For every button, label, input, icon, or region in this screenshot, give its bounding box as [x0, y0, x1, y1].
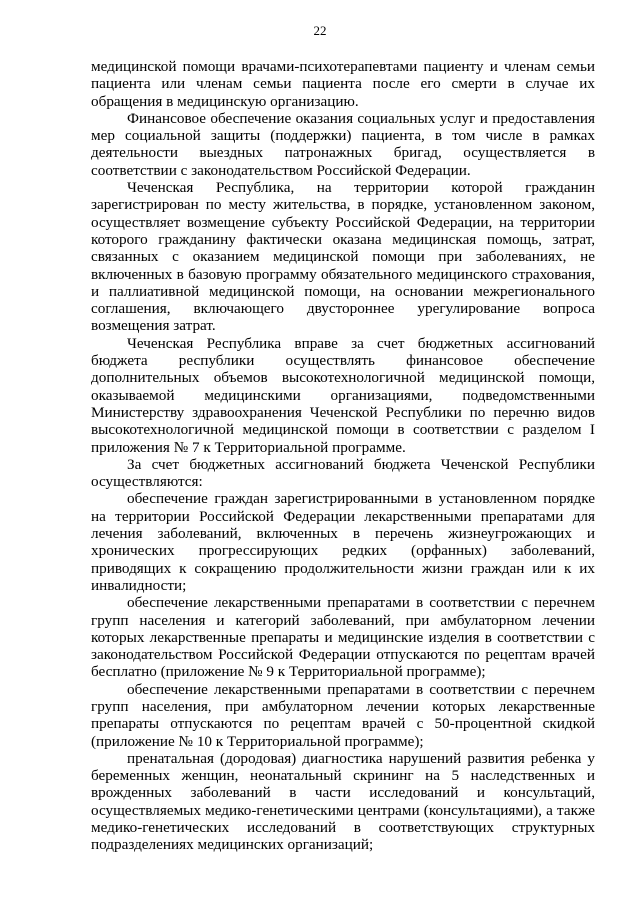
page-number: 22	[313, 23, 327, 38]
paragraph-high-tech-care: Чеченская Республика вправе за счет бюджетных ассигнований бюджета республики осуществлять финансовое обеспечение дополнительных объемов высокотехнологичной медицинской помощи, оказываемой медицинскими организациями, подведомственными Министерству здравоохранения Чеченской Республики по перечню видов высокотехнологичной медицинской помощи в соответствии с разделом I приложения № 7 к Территориальной программе.	[91, 334, 595, 456]
paragraph-continuation: медицинской помощи врачами-психотерапевтами пациенту и членам семьи пациента или членам семьи пациента после его смерти в случае их обращения в медицинскую организацию.	[91, 58, 595, 110]
paragraph-prenatal-diagnostics: пренатальная (дородовая) диагностика нарушений развития ребенка у беременных женщин, неонатальный скрининг на 5 наследственных и врожденных заболеваний в части исследований и консультаций, осуществляемых медико-генетическими центрами (консультациями), а также медико-генетических исследований в соответствующих структурных подразделениях медицинских организаций;	[91, 749, 595, 854]
paragraph-orphan-drugs: обеспечение граждан зарегистрированными в установленном порядке на территории Российской Федерации лекарственными препаратами для лечения заболеваний, включенных в перечень жизнеугрожающих и хронических прогрессирующих редких (орфанных) заболеваний, приводящих к сокращению продолжительности жизни граждан или к их инвалидности;	[91, 490, 595, 594]
paragraph-chechen-compensation: Чеченская Республика, на территории которой гражданин зарегистрирован по месту жительства, в порядке, установленном законом, осуществляет возмещение субъекту Российской Федерации, на территории которого гражданину фактически оказана медицинская помощь, затрат, связанных с оказанием медицинской помощи при заболеваниях, не включенных в базовую программу обязательного медицинского страхования, и паллиативной медицинской помощи, на основании межрегионального соглашения, включающего двустороннее урегулирование вопроса возмещения затрат.	[91, 179, 595, 335]
paragraph-social-services-financing: Финансовое обеспечение оказания социальных услуг и предоставления мер социальной защиты (поддержки) пациента, в том числе в рамках деятельности выездных патронажных бригад, осуществляется в соответствии с законодательством Российской Федерации.	[91, 109, 595, 179]
paragraph-budget-intro: За счет бюджетных ассигнований бюджета Чеченской Республики осуществляются:	[91, 455, 595, 491]
paragraph-discount-prescriptions: обеспечение лекарственными препаратами в соответствии с перечнем групп населения, при амбулаторном лечении которых лекарственные препараты отпускаются по рецептам врачей с 50-процентной скидкой (приложение № 10 к Территориальной программе);	[91, 680, 595, 750]
document-body	[91, 58, 595, 854]
paragraph-free-prescriptions: обеспечение лекарственными препаратами в соответствии с перечнем групп населения и категорий заболеваний, при амбулаторном лечении которых лекарственные препараты и медицинские изделия в соответствии с законодательством Российской Федерации отпускаются по рецептам врачей бесплатно (приложение № 9 к Территориальной программе);	[91, 594, 595, 681]
